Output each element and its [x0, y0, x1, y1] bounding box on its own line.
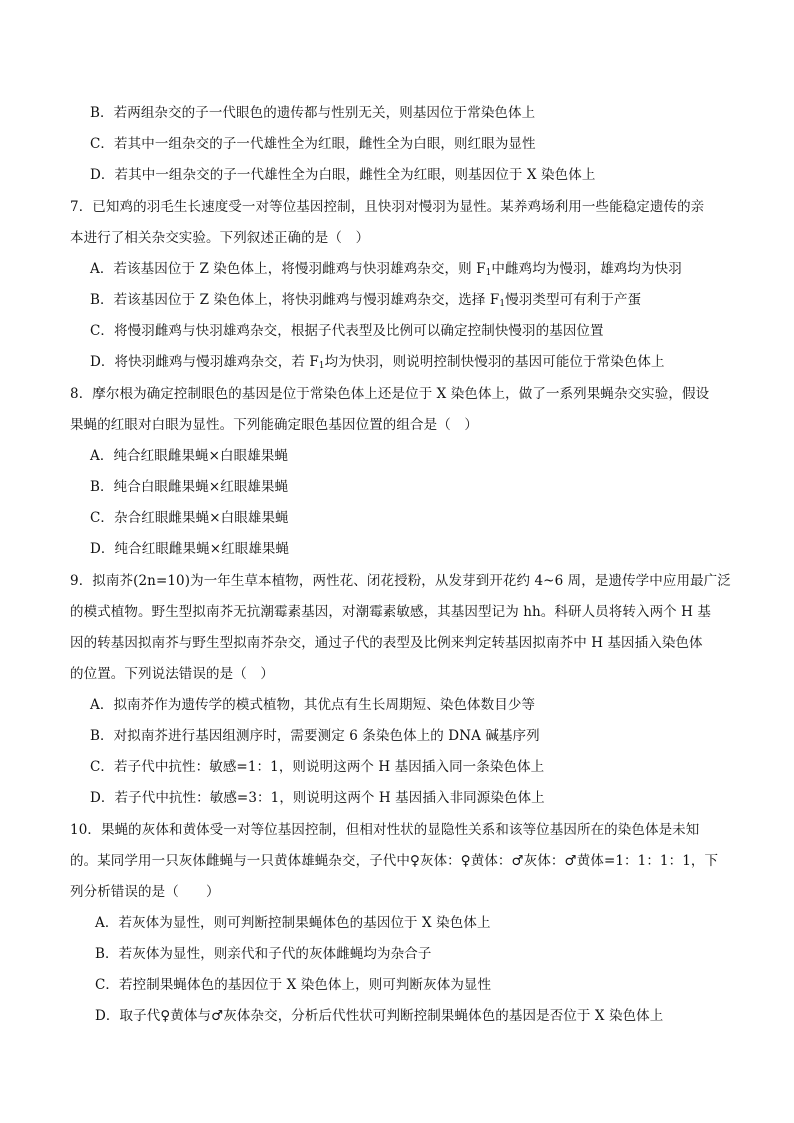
- q7-option-d-rest: 均为快羽，则说明控制快慢羽的基因可能位于常染色体上: [324, 354, 665, 370]
- q10-option-a: A．若灰体为显性，则可判断控制果蝇体色的基因位于 X 染色体上: [95, 915, 491, 931]
- q6-option-d: D．若其中一组杂交的子一代雄性全为白眼，雌性全为红眼，则基因位于 X 染色体上: [90, 167, 596, 183]
- q9-stem-line-3: 因的转基因拟南芥与野生型拟南芥杂交，通过子代的表型及比例来判定转基因拟南芥中 H 基因插入染色体: [70, 635, 703, 651]
- q9-option-c: C．若子代中抗性：敏感=1：1，则说明这两个 H 基因插入同一条染色体上: [90, 759, 545, 775]
- q7-option-d-text: D．将快羽雌鸡与慢羽雄鸡杂交，若 F: [90, 354, 319, 370]
- q7-option-b-rest: 慢羽类型可有利于产蛋: [505, 292, 642, 308]
- q7-option-a: [90, 259, 682, 279]
- q8-option-d: D．纯合红眼雌果蝇×红眼雄果蝇: [90, 541, 290, 557]
- q7-option-b: [90, 290, 641, 310]
- q10-option-d: D．取子代♀黄体与♂灰体杂交，分析后代性状可判断控制果蝇体色的基因是否位于 X 染色体上: [95, 1008, 664, 1024]
- q9-stem-line-2: 的模式植物。野生型拟南芥无抗潮霉素基因，对潮霉素敏感，其基因型记为 hh。科研人员将转入两个 H 基: [70, 604, 712, 620]
- q8-stem-line-1: 8．摩尔根为确定控制眼色的基因是位于常染色体上还是位于 X 染色体上，做了一系列果蝇杂交实验，假设: [70, 386, 710, 402]
- q9-stem-line-4: 的位置。下列说法错误的是（ ）: [70, 666, 274, 682]
- q7-option-a-sub: 1: [485, 268, 492, 278]
- q6-option-c: C．若其中一组杂交的子一代雄性全为红眼，雌性全为白眼，则红眼为显性: [90, 136, 536, 152]
- q10-stem-line-2: 的。某同学用一只灰体雌蝇与一只黄体雄蝇杂交，子代中♀灰体：♀黄体：♂灰体：♂黄体=1：1：1：1，下: [70, 853, 719, 869]
- q10-stem-line-1: 10．果蝇的灰体和黄体受一对等位基因控制，但相对性状的显隐性关系和该等位基因所在的染色体是未知: [70, 822, 700, 838]
- q7-option-c: C．将慢羽雌鸡与快羽雄鸡杂交，根据子代表型及比例可以确定控制快慢羽的基因位置: [90, 323, 604, 339]
- q7-option-d: [90, 352, 665, 372]
- q8-stem-line-2: 果蝇的红眼对白眼为显性。下列能确定眼色基因位置的组合是（ ）: [70, 417, 478, 433]
- q7-option-b-text: B．若该基因位于 Z 染色体上，将快羽雌鸡与慢羽雄鸡杂交，选择 F: [90, 292, 500, 308]
- q7-option-b-sub: 1: [499, 299, 506, 309]
- q7-option-d-sub: 1: [318, 361, 325, 371]
- q7-stem-line-1: 7．已知鸡的羽毛生长速度受一对等位基因控制，且快羽对慢羽为显性。某养鸡场利用一些能稳定遗传的亲: [70, 199, 705, 215]
- q10-stem-line-3: 列分析错误的是（ ）: [70, 884, 220, 900]
- q9-option-d: D．若子代中抗性：敏感=3：1，则说明这两个 H 基因插入非同源染色体上: [90, 790, 545, 806]
- q9-stem-line-1: 9．拟南芥(2n=10)为一年生草本植物，两性花、闭花授粉，从发芽到开花约 4~6 周，是遗传学中应用最广泛: [70, 573, 731, 589]
- q7-option-a-rest: 中雌鸡均为慢羽，雄鸡均为快羽: [491, 261, 682, 277]
- q7-option-a-text: A．若该基因位于 Z 染色体上，将慢羽雌鸡与快羽雄鸡杂交，则 F: [90, 261, 486, 277]
- q9-option-b: B．对拟南芥进行基因组测序时，需要测定 6 条染色体上的 DNA 碱基序列: [90, 728, 540, 744]
- q6-option-b: B．若两组杂交的子一代眼色的遗传都与性别无关，则基因位于常染色体上: [90, 105, 536, 121]
- q8-option-b: B．纯合白眼雌果蝇×红眼雄果蝇: [90, 479, 289, 495]
- q10-option-c: C．若控制果蝇体色的基因位于 X 染色体上，则可判断灰体为显性: [95, 977, 492, 993]
- q10-option-b: B．若灰体为显性，则亲代和子代的灰体雌蝇均为杂合子: [95, 946, 432, 962]
- q8-option-a: A．纯合红眼雌果蝇×白眼雄果蝇: [90, 448, 289, 464]
- q8-option-c: C．杂合红眼雌果蝇×白眼雄果蝇: [90, 510, 289, 526]
- q7-stem-line-2: 本进行了相关杂交实验。下列叙述正确的是（ ）: [70, 230, 370, 246]
- q9-option-a: A．拟南芥作为遗传学的模式植物，其优点有生长周期短、染色体数目少等: [90, 697, 536, 713]
